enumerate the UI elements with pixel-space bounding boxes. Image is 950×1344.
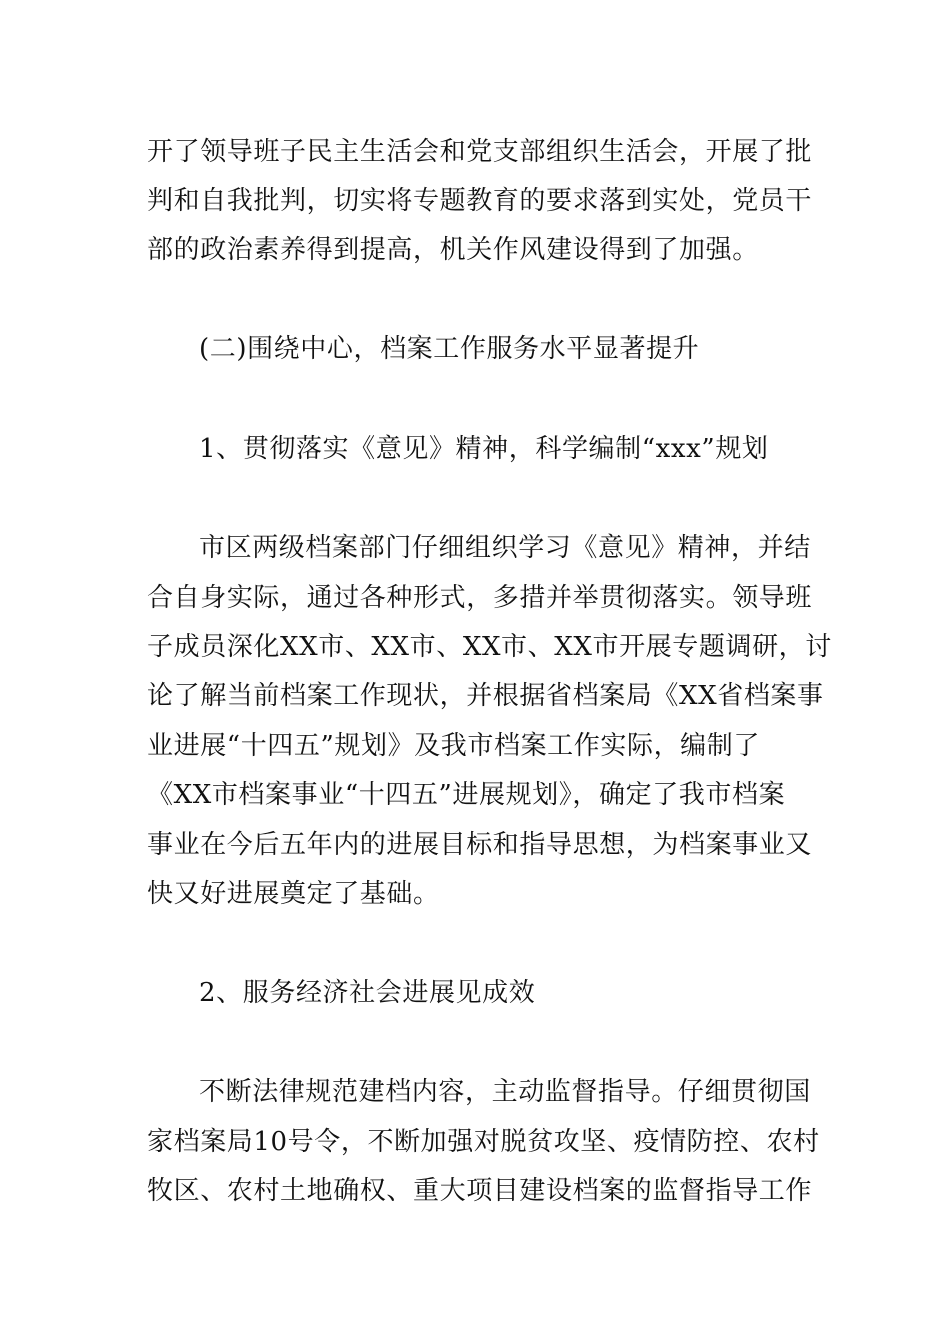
paragraph-1-line-1: 开了领导班子民主生活会和党支部组织生活会，开展了批 xyxy=(147,137,813,167)
subheading-1: 1、贯彻落实《意见》精神，科学编制“xxx”规划 xyxy=(199,434,769,464)
paragraph-2-line-8: 快又好进展奠定了基础。 xyxy=(147,879,440,909)
paragraph-2-line-7: 事业在今后五年内的进展目标和指导思想，为档案事业又 xyxy=(147,830,813,860)
paragraph-2-line-5: 业进展“十四五”规划》及我市档案工作实际，编制了 xyxy=(147,731,760,761)
section-heading: (二)围绕中心，档案工作服务水平显著提升 xyxy=(199,334,700,364)
paragraph-2-line-1: 市区两级档案部门仔细组织学习《意见》精神，并结 xyxy=(199,533,811,563)
paragraph-1-line-2: 判和自我批判，切实将专题教育的要求落到实处，党员干 xyxy=(147,186,813,216)
paragraph-3-line-1: 不断法律规范建档内容，主动监督指导。仔细贯彻国 xyxy=(199,1077,811,1107)
paragraph-3-line-3: 牧区、农村土地确权、重大项目建设档案的监督指导工作 xyxy=(147,1176,813,1206)
paragraph-2-line-2: 合自身实际，通过各种形式，多措并举贯彻落实。领导班 xyxy=(147,583,813,613)
paragraph-2-line-4: 论了解当前档案工作现状，并根据省档案局《XX省档案事 xyxy=(147,681,824,711)
paragraph-2-line-3: 子成员深化XX市、XX市、XX市、XX市开展专题调研，讨 xyxy=(147,632,832,662)
paragraph-1-line-3: 部的政治素养得到提高，机关作风建设得到了加强。 xyxy=(147,235,759,265)
paragraph-2-line-6: 《XX市档案事业“十四五”进展规划》，确定了我市档案 xyxy=(147,780,786,810)
paragraph-3-line-2: 家档案局10号令，不断加强对脱贫攻坚、疫情防控、农村 xyxy=(147,1127,820,1157)
subheading-2: 2、服务经济社会进展见成效 xyxy=(199,978,536,1008)
